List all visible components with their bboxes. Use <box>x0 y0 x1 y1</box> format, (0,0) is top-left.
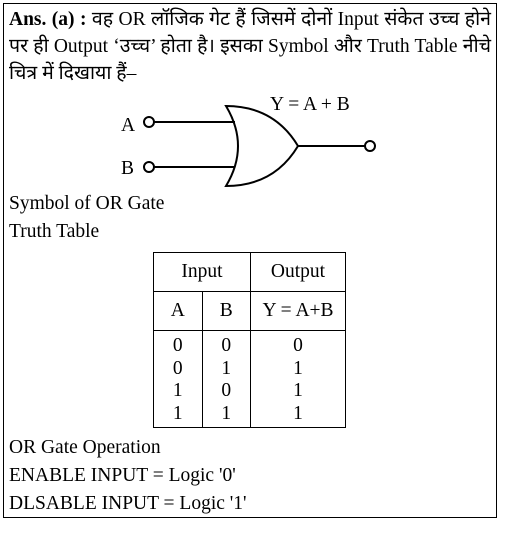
a-value: 1 <box>172 402 183 424</box>
enable-input-text: ENABLE INPUT = Logic '0' <box>9 465 236 486</box>
y-value: 1 <box>293 402 303 424</box>
b-value: 1 <box>221 357 232 379</box>
y-value: 1 <box>293 357 303 379</box>
col-b-values <box>202 331 251 428</box>
y-value: 1 <box>293 380 303 401</box>
input-a-label: A <box>121 115 136 136</box>
output-terminal <box>365 141 375 151</box>
b-value: 1 <box>221 402 232 424</box>
intro-text: वह OR लॉजिक गेट हैं जिसमें दोनों Input संकेत उच्च होने पर ही Output ‘उच्च’ होता है। इसका Symbol और Truth Table नीचे चित्र में दिखाया हैं– <box>9 9 492 84</box>
input-b-label: B <box>121 158 135 179</box>
col-a-values <box>154 331 203 428</box>
answer-paragraph <box>9 6 491 87</box>
input-a-terminal <box>144 117 154 127</box>
col-b-header: B <box>202 292 251 331</box>
b-value: 0 <box>221 335 232 356</box>
col-y-values <box>251 331 346 428</box>
disable-input-text: DLSABLE INPUT = Logic '1' <box>9 493 247 514</box>
operation-title: OR Gate Operation <box>9 437 161 458</box>
symbol-caption: Symbol of OR Gate <box>9 193 165 214</box>
input-b-terminal <box>144 162 154 172</box>
y-value: 0 <box>293 335 303 356</box>
col-y-header: Y = A+B <box>251 292 346 331</box>
output-header: Output <box>251 253 346 292</box>
input-header: Input <box>154 253 251 292</box>
or-gate-diagram <box>0 80 508 280</box>
col-a-header: A <box>154 292 203 331</box>
truth-table <box>153 252 346 428</box>
gate-equation: Y = A + B <box>270 94 350 115</box>
a-value: 1 <box>172 380 183 401</box>
truth-table-caption: Truth Table <box>9 221 100 242</box>
answer-label: Ans. (a) : <box>9 9 87 30</box>
a-value: 0 <box>172 357 183 379</box>
or-gate-symbol <box>226 106 298 186</box>
a-value: 0 <box>172 335 183 356</box>
b-value: 0 <box>221 380 232 401</box>
